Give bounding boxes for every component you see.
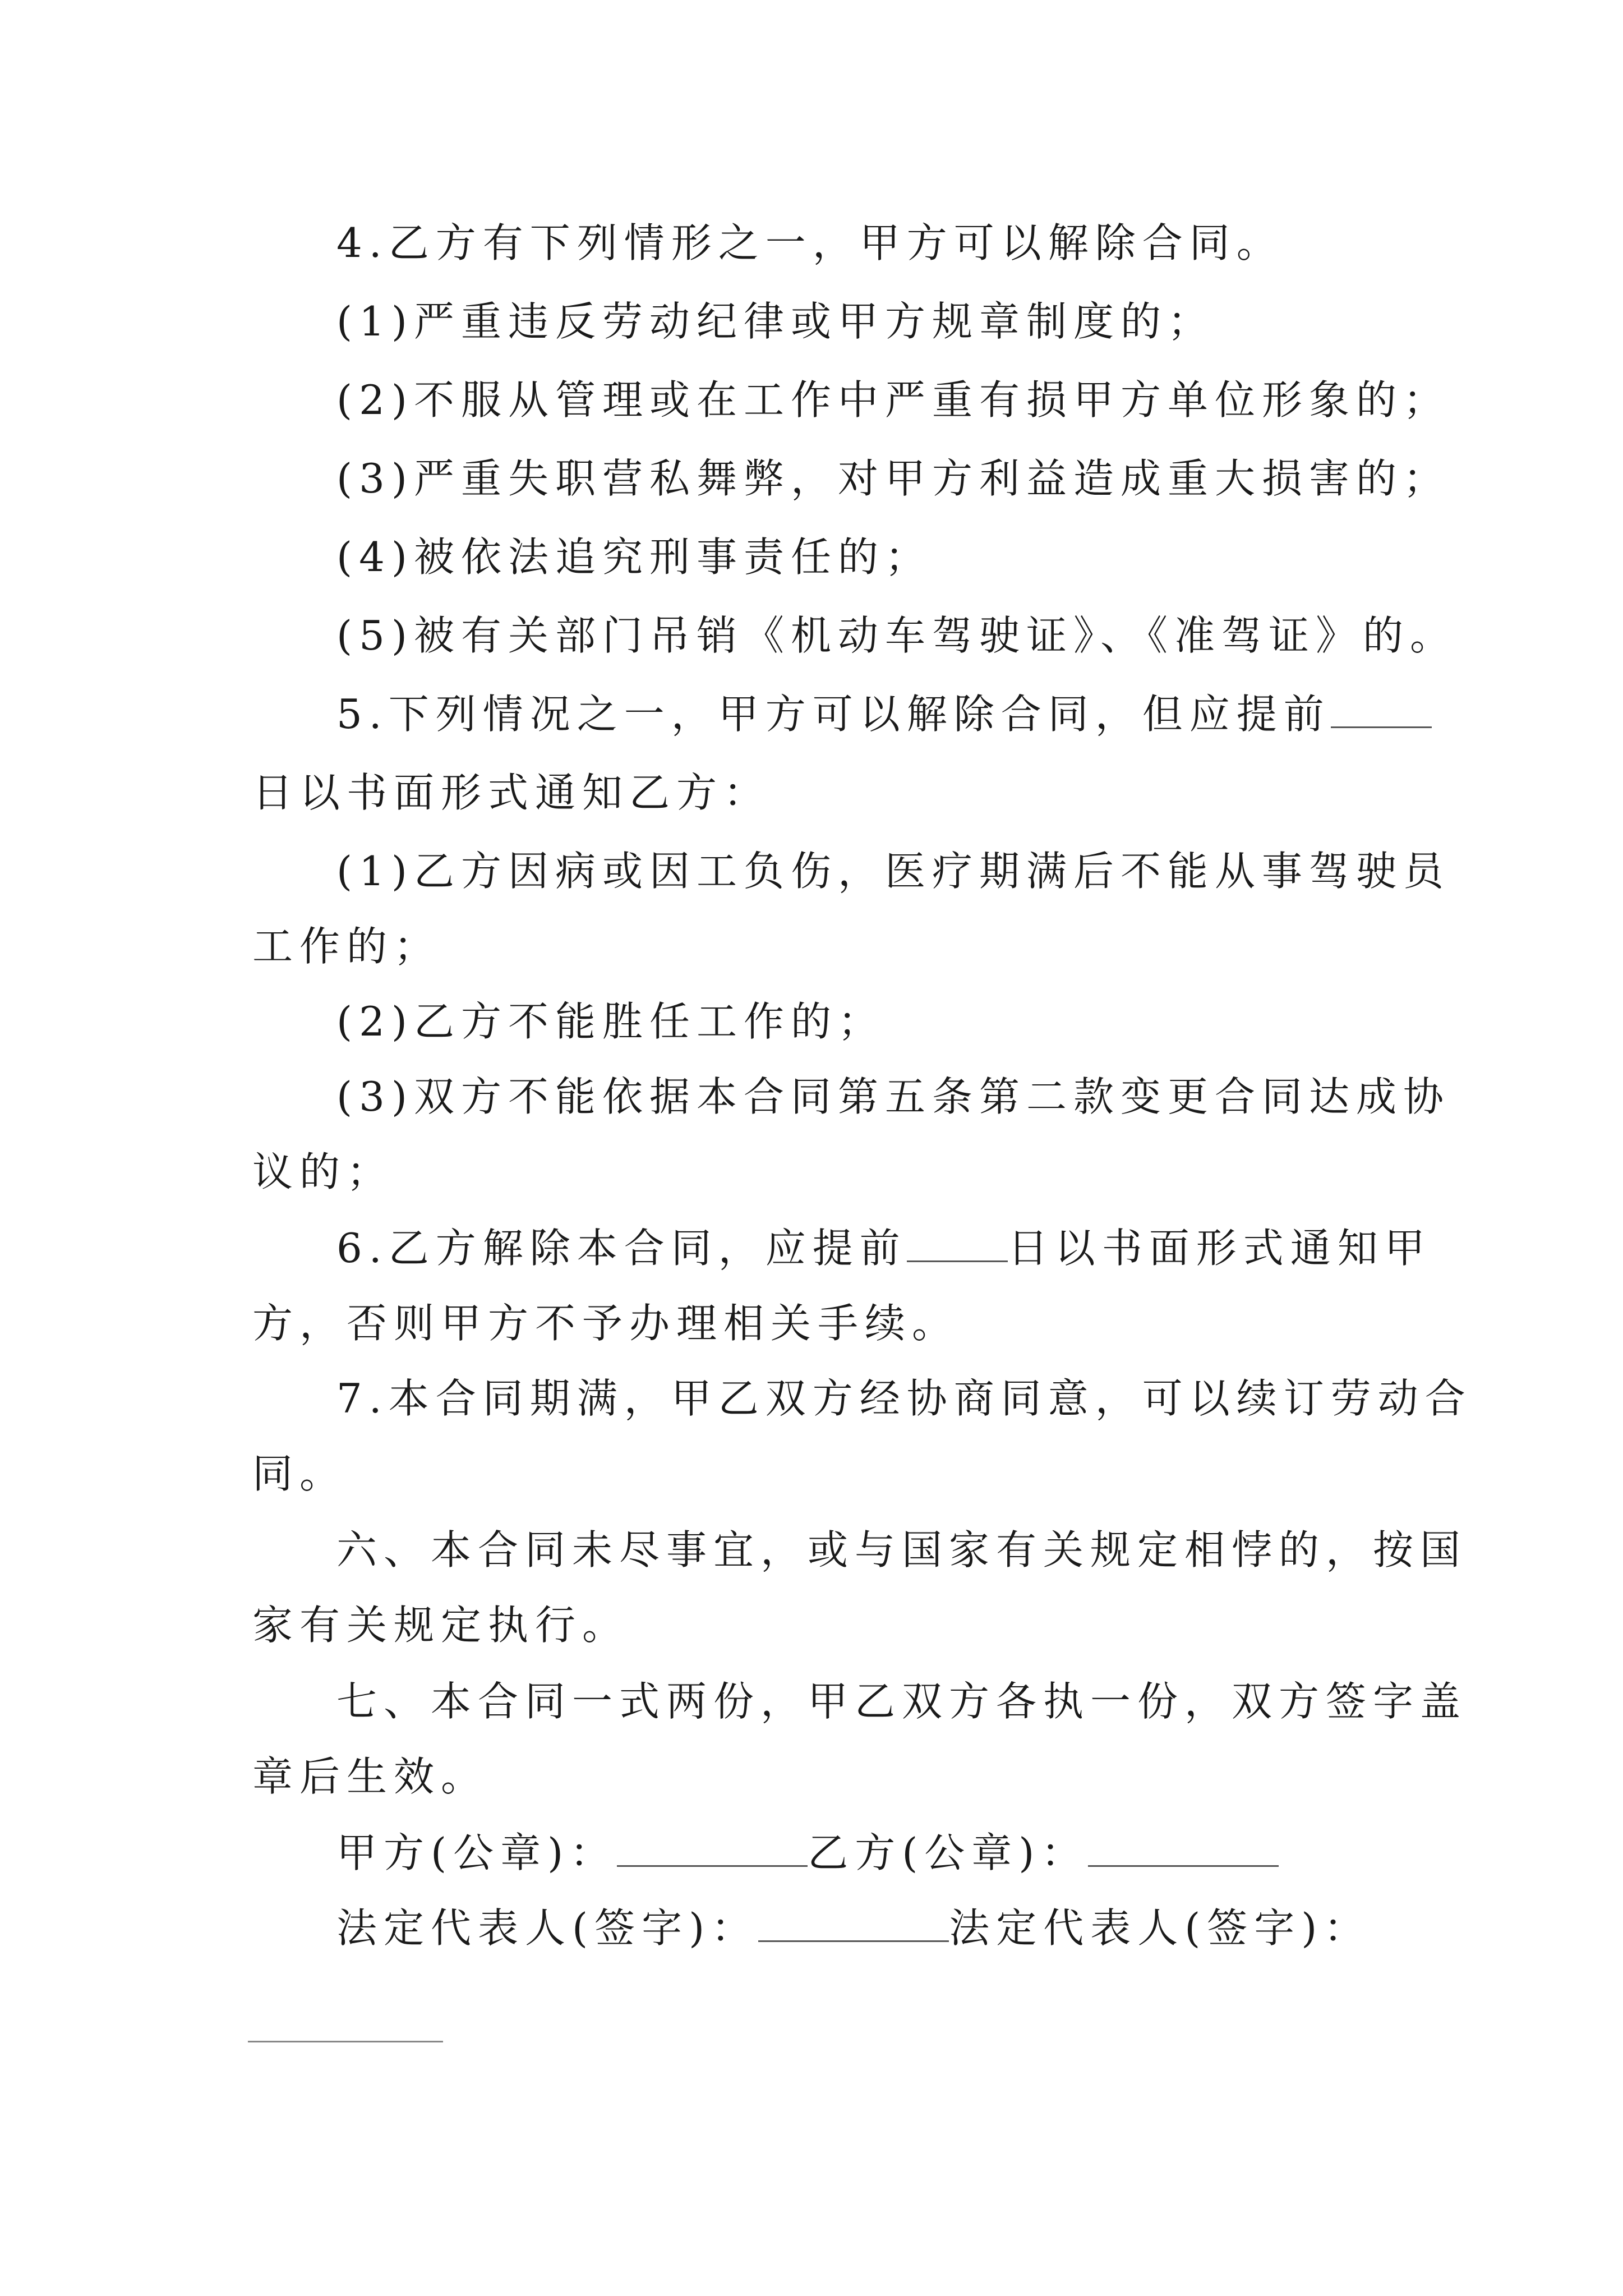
party-a-seal-label: 甲方(公章)：: [336, 1829, 617, 1876]
resign-notice-days-blank: [907, 1223, 1008, 1262]
clause-5-item-1-line-2: 工作的；: [252, 923, 441, 970]
clause-5-item-2: (2)乙方不能胜任工作的；: [336, 998, 885, 1045]
clause-7-line-2: 同。: [252, 1450, 347, 1497]
party-b-seal-blank: [1088, 1828, 1279, 1867]
clause-4-item-5: (5)被有关部门吊销《机动车驾驶证》、《准驾证》的。: [336, 612, 1457, 659]
clause-5-heading-line-2: 日以书面形式通知乙方：: [252, 769, 771, 816]
party-b-representative-blank: [248, 2041, 443, 2042]
party-a-seal-blank: [617, 1828, 808, 1867]
clause-6-line-1: [336, 1223, 1432, 1273]
clause-6-line-2: 方，否则甲方不予办理相关手续。: [252, 1300, 960, 1347]
seal-line: [336, 1828, 1279, 1878]
clause-7-line-1: 7.本合同期满，甲乙双方经协商同意，可以续订劳动合: [336, 1375, 1472, 1422]
clause-6-text-a: 6.乙方解除本合同，应提前: [336, 1225, 907, 1272]
clause-4-item-2: (2)不服从管理或在工作中严重有损甲方单位形象的；: [336, 376, 1450, 424]
clause-6-text-b: 日以书面形式通知甲: [1007, 1225, 1432, 1272]
clause-4-heading: 4.乙方有下列情形之一，甲方可以解除合同。: [336, 219, 1284, 266]
party-b-seal-label: 乙方(公章)：: [808, 1829, 1089, 1876]
party-b-representative-label: 法定代表人(签字)：: [949, 1904, 1371, 1952]
section-6-line-2: 家有关规定执行。: [252, 1602, 630, 1649]
party-a-representative-label: 法定代表人(签字)：: [336, 1904, 759, 1952]
section-6-line-1: 六、本合同未尽事宜，或与国家有关规定相悖的，按国: [336, 1526, 1468, 1573]
signature-line: [336, 1903, 1371, 1953]
clause-4-item-3: (3)严重失职营私舞弊，对甲方利益造成重大损害的；: [336, 455, 1450, 502]
section-7-line-1: 七、本合同一式两份，甲乙双方各执一份，双方签字盖: [336, 1678, 1468, 1725]
clause-5-item-1-line-1: (1)乙方因病或因工负伤，医疗期满后不能从事驾驶员: [336, 848, 1450, 895]
clause-5-heading-line-1: [336, 689, 1432, 739]
party-a-representative-blank: [758, 1903, 949, 1942]
section-7-line-2: 章后生效。: [252, 1753, 488, 1800]
clause-4-item-4: (4)被依法追究刑事责任的；: [336, 533, 932, 581]
clause-5-heading-text: 5.下列情况之一，甲方可以解除合同，但应提前: [336, 691, 1331, 738]
clause-4-item-1: (1)严重违反劳动纪律或甲方规章制度的；: [336, 298, 1215, 345]
clause-5-item-3-line-1: (3)双方不能依据本合同第五条第二款变更合同达成协: [336, 1073, 1450, 1120]
notice-days-blank: [1331, 689, 1432, 728]
clause-5-item-3-line-2: 议的；: [252, 1148, 394, 1195]
